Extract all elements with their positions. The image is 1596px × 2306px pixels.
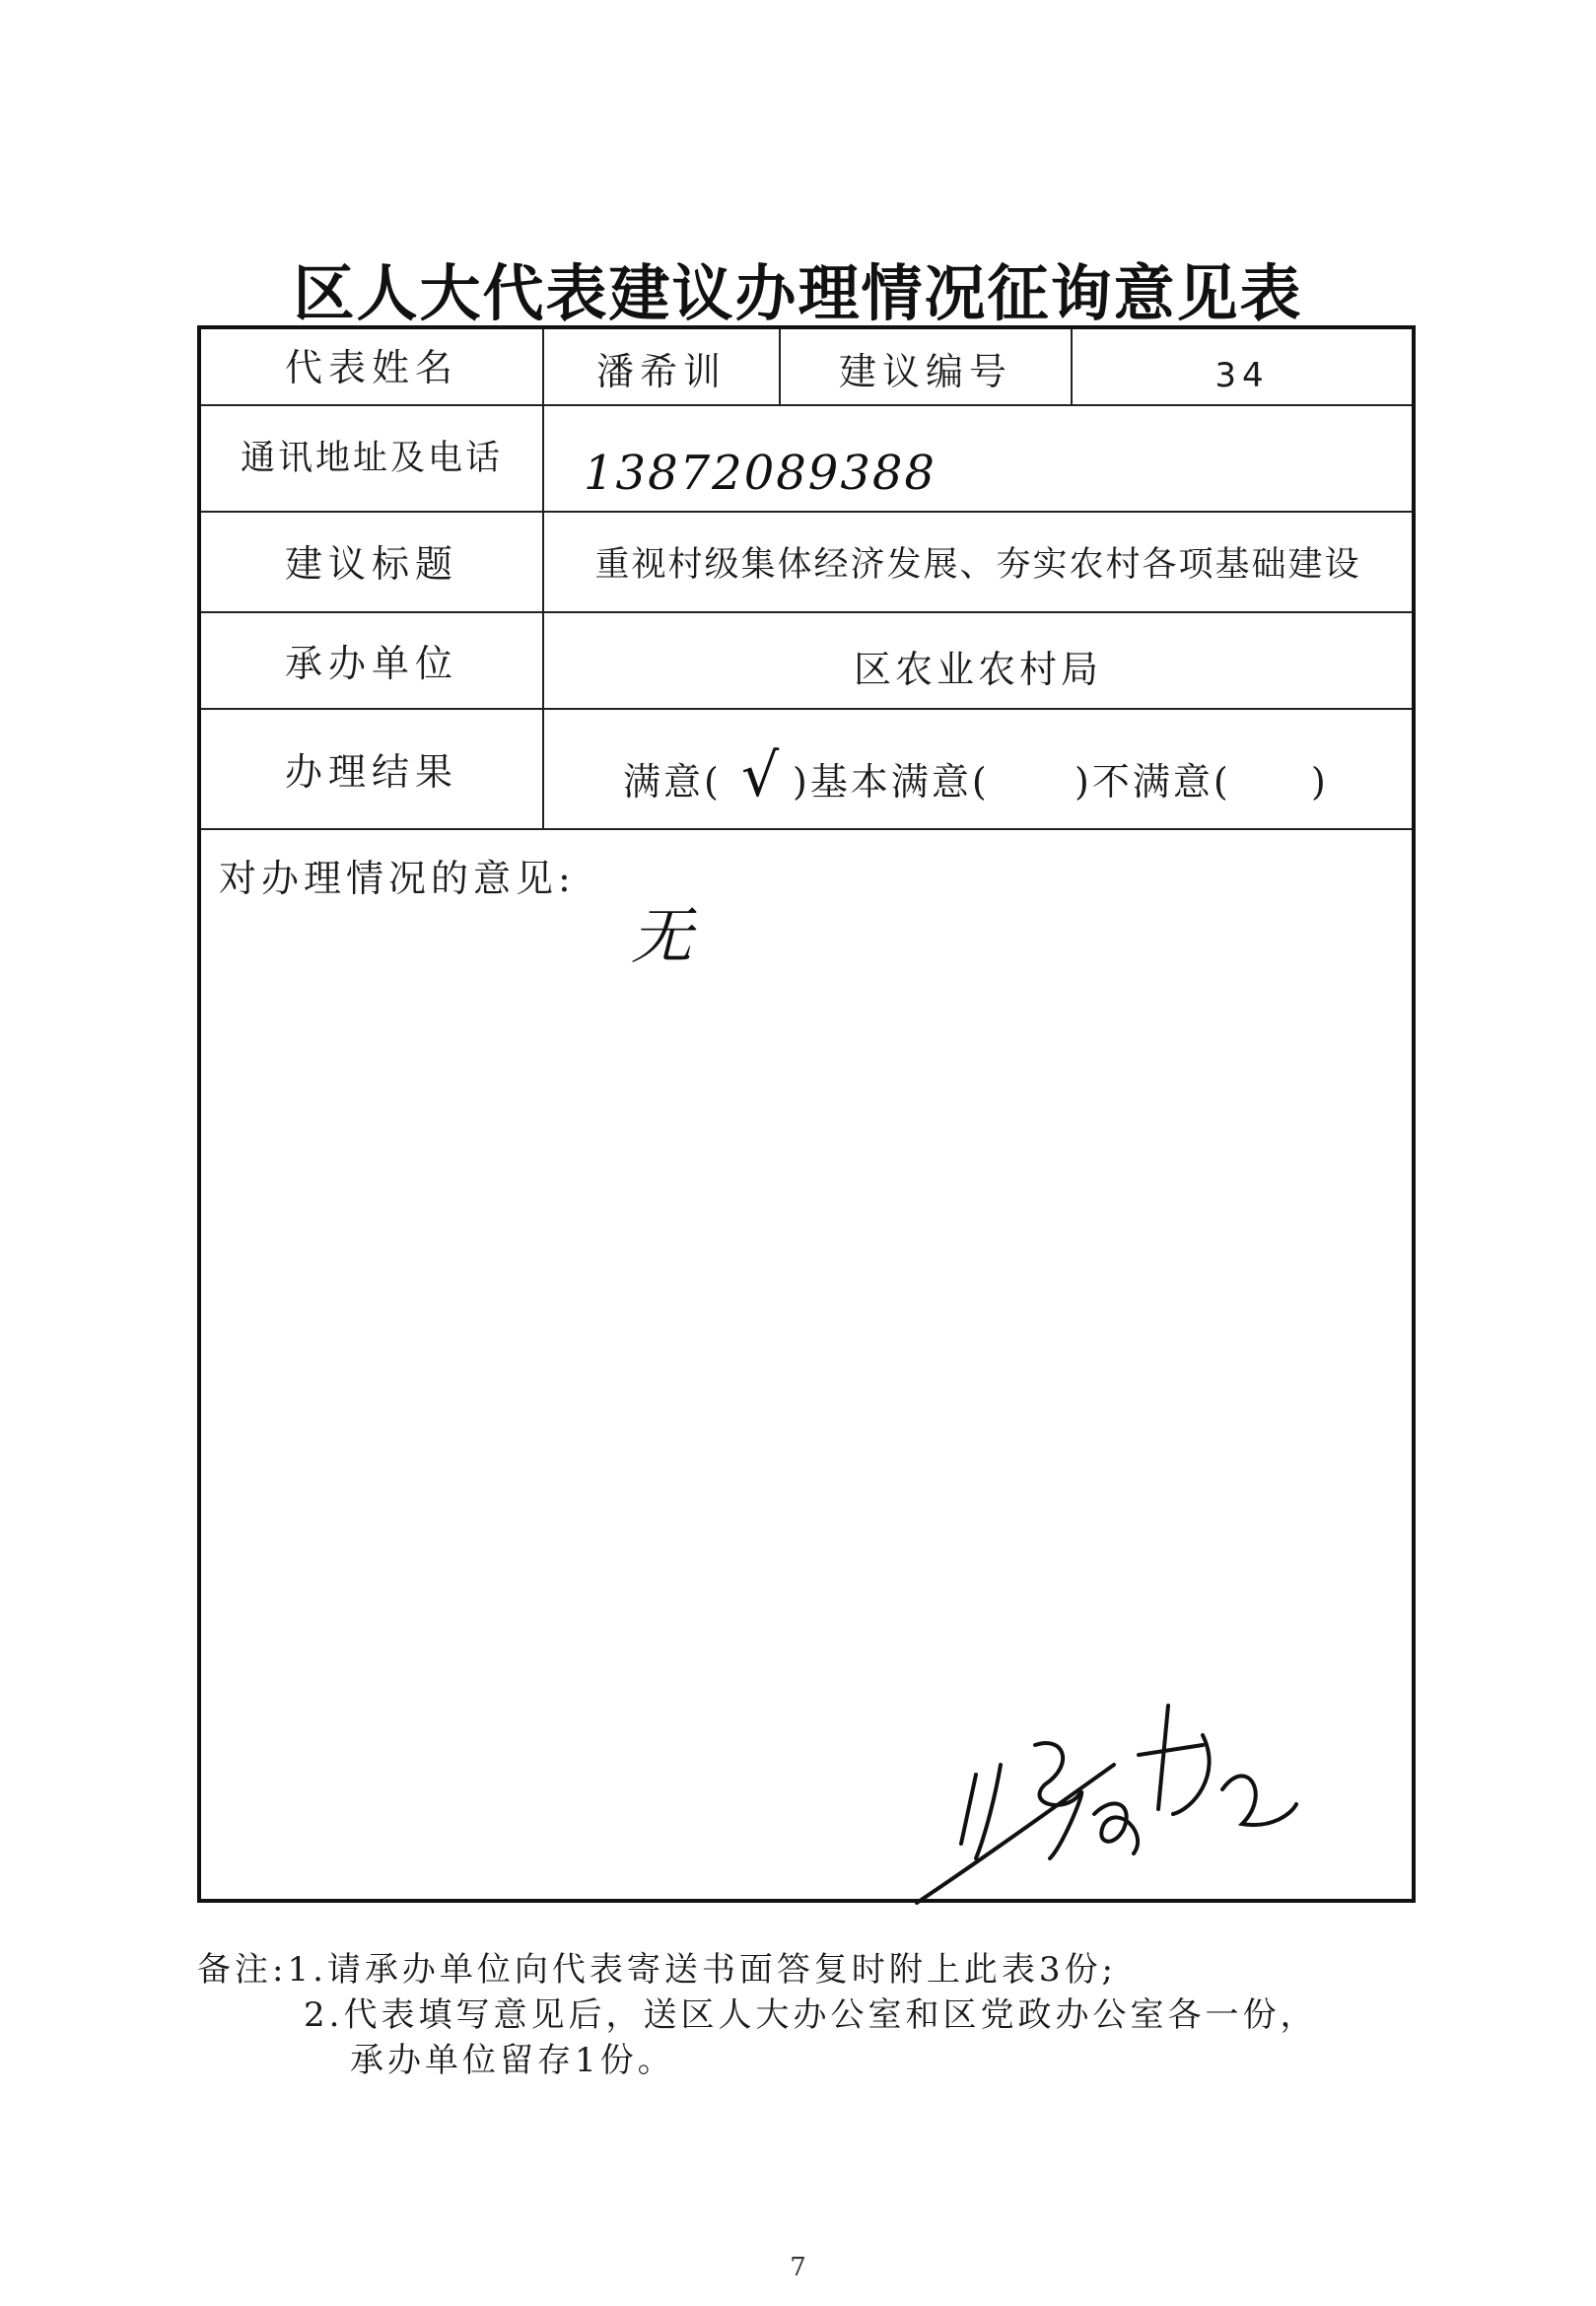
row-divider	[201, 511, 1412, 513]
suggestion-number-label: 建议编号	[838, 350, 1012, 393]
result-close-paren: )	[1311, 760, 1332, 804]
result-label: 办理结果	[284, 750, 458, 794]
notes	[197, 1947, 1459, 2083]
note-line-2: 2.代表填写意见后，送区人大办公室和区党政办公室各一份，	[304, 1995, 1318, 2035]
opinion-handwritten: 无	[631, 900, 695, 972]
row-divider	[201, 404, 1412, 406]
handling-unit-value: 区农业农村局	[853, 648, 1102, 691]
result-basic-option: )基本满意(	[793, 760, 990, 804]
opinion-label: 对办理情况的意见:	[219, 857, 576, 900]
rep-name-label: 代表姓名	[284, 346, 458, 389]
note-line-3: 承办单位留存1份。	[350, 2041, 675, 2080]
row-divider	[201, 708, 1412, 710]
result-satisfied-option: 满意(	[623, 760, 722, 804]
row-divider	[201, 611, 1412, 613]
signature	[907, 1696, 1301, 1922]
result-check-mark: √	[741, 741, 782, 810]
contact-phone-handwritten: 13872089388	[584, 446, 937, 501]
row-divider	[201, 828, 1412, 830]
contact-label: 通讯地址及电话	[240, 439, 503, 478]
handling-unit-label: 承办单位	[284, 642, 458, 685]
subject-label: 建议标题	[284, 542, 458, 586]
rep-name-value: 潘希训	[595, 350, 727, 393]
page-number: 7	[790, 2253, 806, 2282]
suggestion-number-value: 34	[1214, 356, 1270, 395]
signature-ink	[907, 1696, 1301, 1922]
page-title: 区人大代表建议办理情况征询意见表	[293, 257, 1303, 329]
result-unsatisfied-option: )不满意(	[1075, 760, 1231, 804]
subject-value: 重视村级集体经济发展、夯实农村各项基础建设	[594, 545, 1361, 585]
note-line-1: 备注:1.请承办单位向代表寄送书面答复时附上此表3份;	[197, 1950, 1117, 1990]
